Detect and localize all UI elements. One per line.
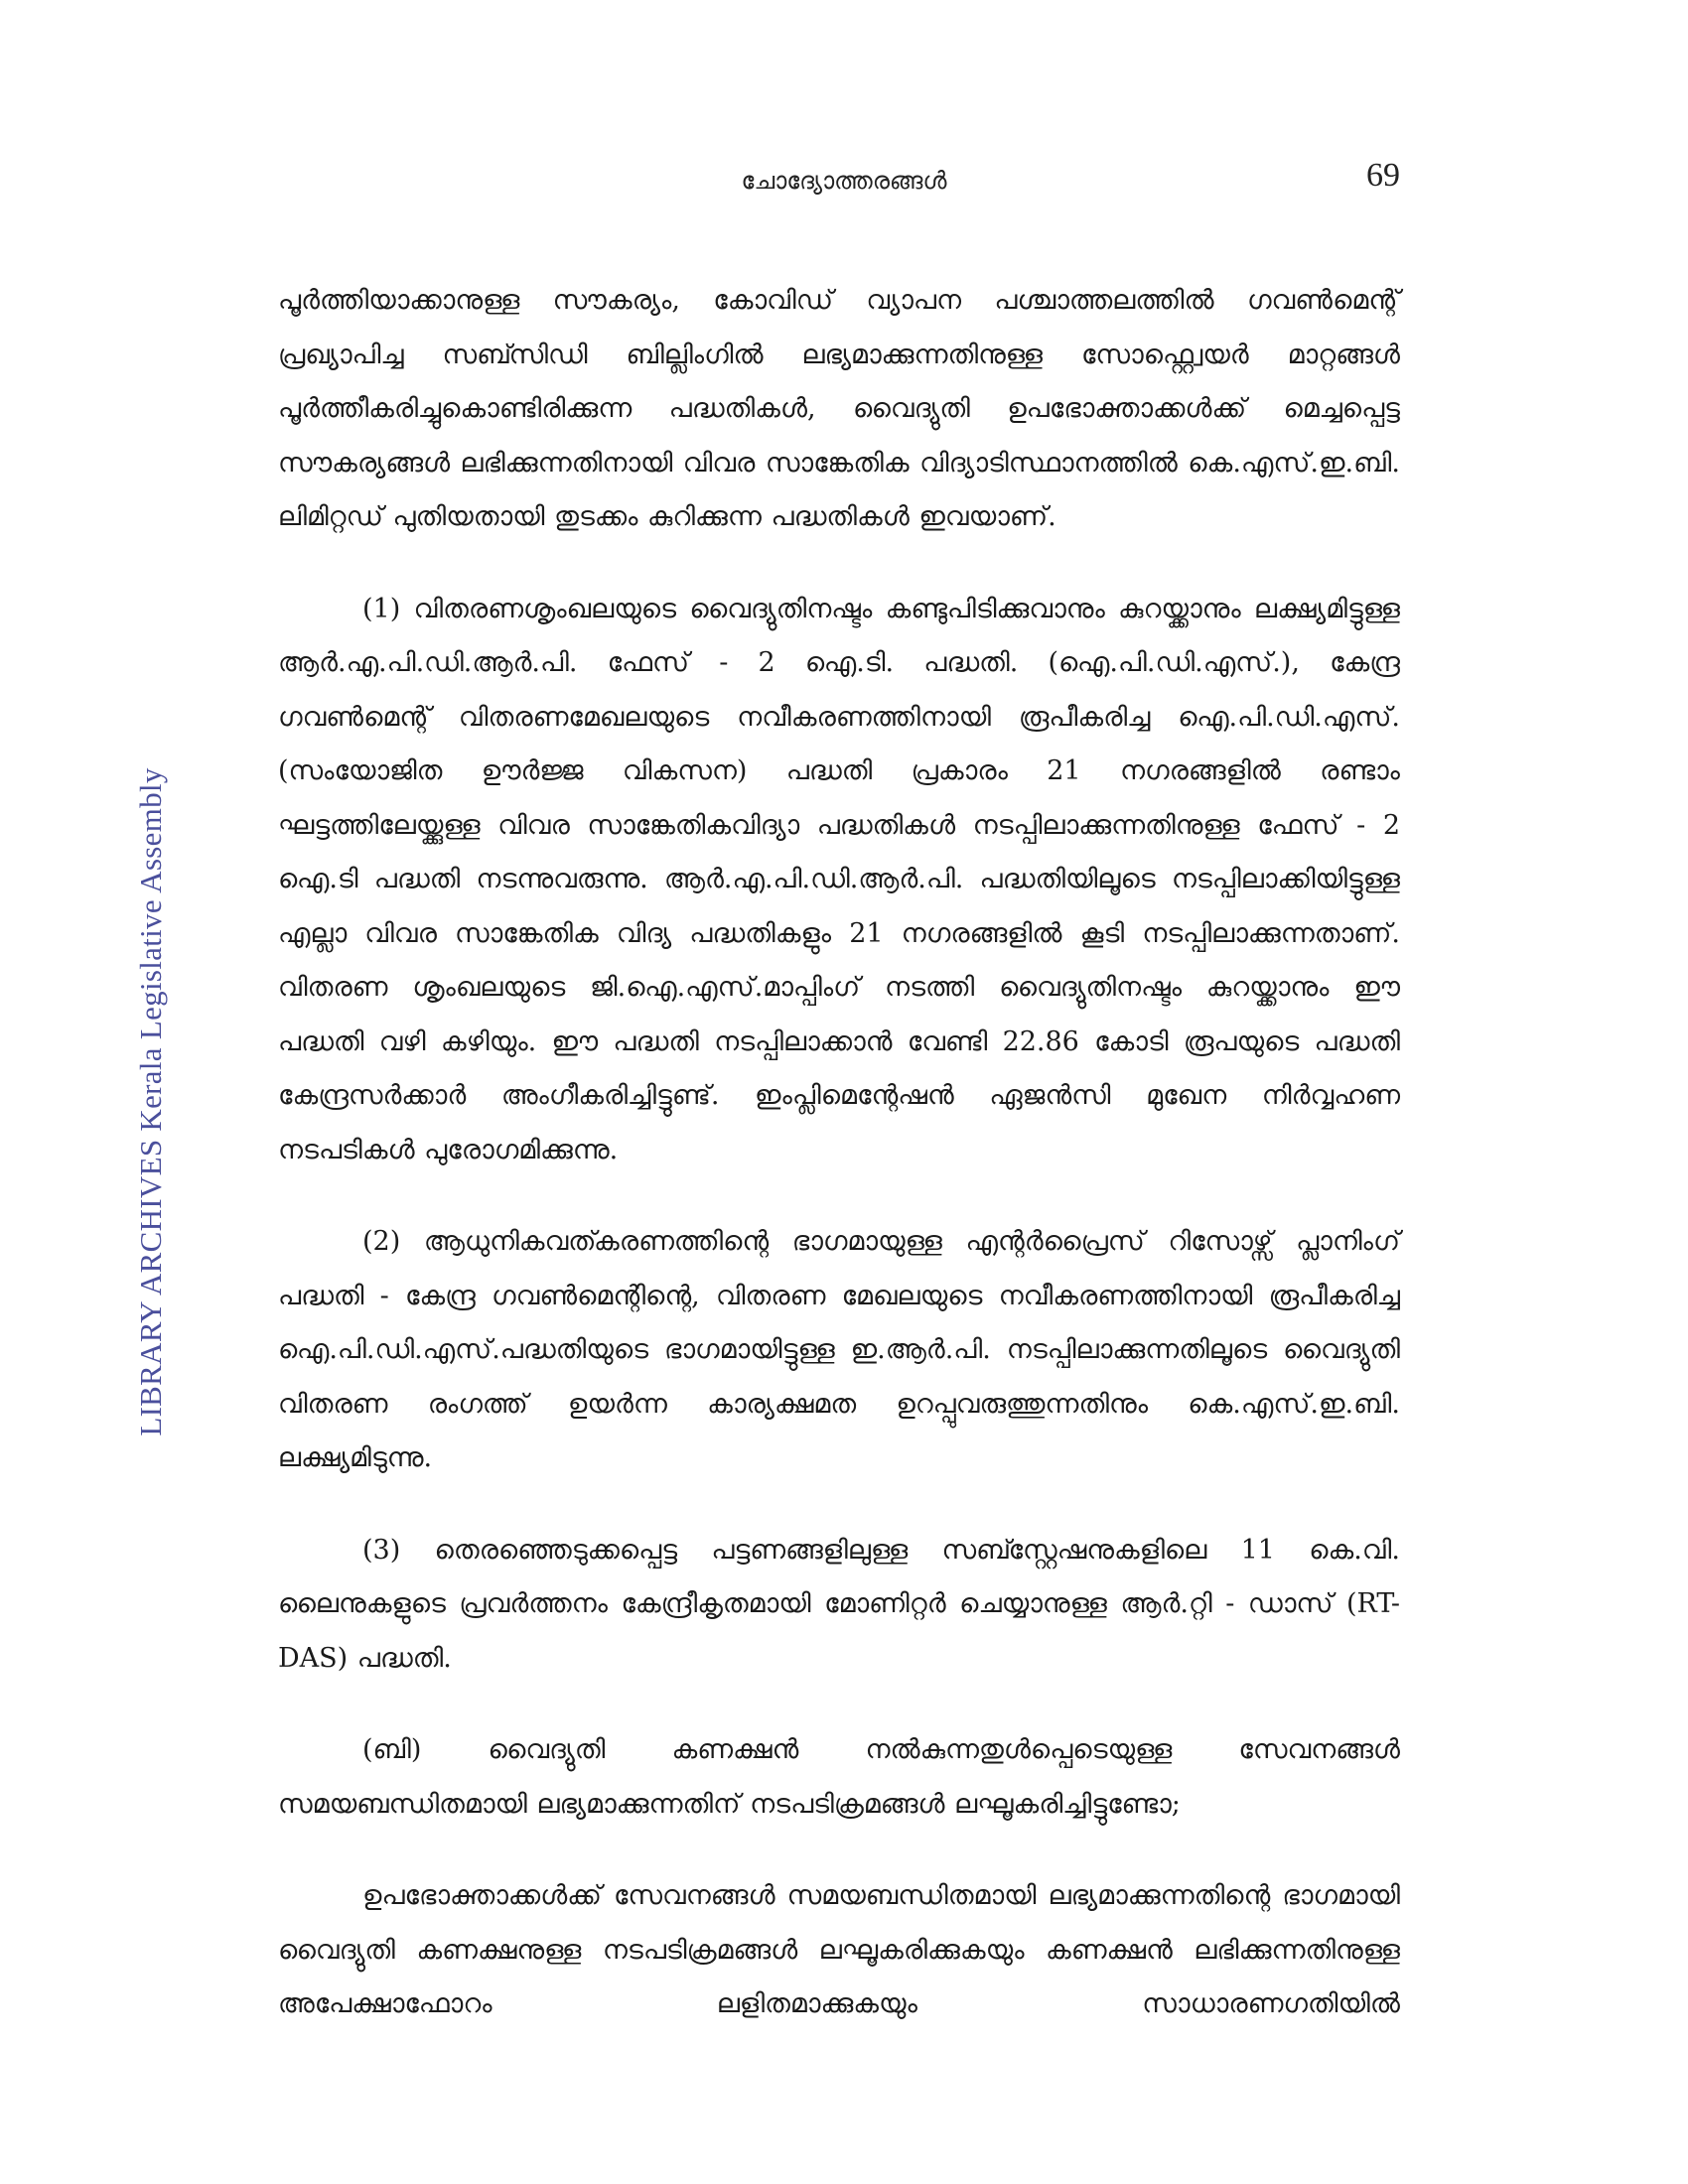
- answer-b: ഉപഭോക്താക്കൾക്ക് സേവനങ്ങൾ സമയബന്ധിതമായി ലഭ്യമാക്കുന്നതിന്റെ ഭാഗമായി വൈദ്യുതി കണക്ഷനുള്ള നടപടിക്രമങ്ങൾ ലഘൂകരിക്കുകയും കണക്ഷൻ ലഭിക്കുന്നതിനുള്ള അപേക്ഷാഫോറം ലളിതമാക്കുകയും സാധാരണഗതിയിൽ: [278, 1880, 1400, 2019]
- paragraph-item-3: (3) തെരഞ്ഞെടുക്കപ്പെട്ട പട്ടണങ്ങളിലുള്ള സബ്സ്റ്റേഷനുകളിലെ 11 കെ.വി. ലൈനുകളുടെ പ്രവർത്തനം കേന്ദ്രീകൃതമായി മോണിറ്റർ ചെയ്യാനുള്ള ആർ.റ്റി - ഡാസ് (RT-DAS) പദ്ധതി.: [278, 1534, 1400, 1674]
- question-b: (ബി) വൈദ്യുതി കണക്ഷൻ നൽകുന്നതുൾപ്പെടെയുള്ള സേവനങ്ങൾ സമയബന്ധിതമായി ലഭ്യമാക്കുന്നതിന് നടപടിക്രമങ്ങൾ ലഘൂകരിച്ചിട്ടുണ്ടോ;: [278, 1734, 1400, 1820]
- running-header-title: ചോദ്യോത്തരങ്ങൾ: [741, 167, 947, 195]
- paragraph-continuation: പൂർത്തിയാക്കാനുള്ള സൗകര്യം, കോവിഡ് വ്യാപന പശ്ചാത്തലത്തിൽ ഗവൺമെന്റ് പ്രഖ്യാപിച്ച സബ്സിഡി ബില്ലിംഗിൽ ലഭ്യമാക്കുന്നതിനുള്ള സോഫ്റ്റ്വെയർ മാറ്റങ്ങൾ പൂർത്തീകരിച്ചുകൊണ്ടിരിക്കുന്ന പദ്ധതികൾ, വൈദ്യുതി ഉപഭോക്താക്കൾക്ക് മെച്ചപ്പെട്ട സൗകര്യങ്ങൾ ലഭിക്കുന്നതിനായി വിവര സാങ്കേതിക വിദ്യാടിസ്ഥാനത്തിൽ കെ.എസ്.ഇ.ബി. ലിമിറ്റഡ് പുതിയതായി തുടക്കം കുറിക്കുന്ന പദ്ധതികൾ ഇവയാണ്.: [278, 285, 1400, 532]
- paragraph-item-2: (2) ആധുനികവത്കരണത്തിന്റെ ഭാഗമായുള്ള എന്റർപ്രൈസ് റിസോഴ്സ് പ്ലാനിംഗ് പദ്ധതി - കേന്ദ്ര ഗവൺമെന്റിന്റെ, വിതരണ മേഖലയുടെ നവീകരണത്തിനായി രൂപീകരിച്ച ഐ.പി.ഡി.എസ്.പദ്ധതിയുടെ ഭാഗമായിട്ടുള്ള ഇ.ആർ.പി. നടപ്പിലാക്കുന്നതിലൂടെ വൈദ്യുതി വിതരണ രംഗത്ത് ഉയർന്ന കാര്യക്ഷമത ഉറപ്പുവരുത്തുന്നതിനും കെ.എസ്.ഇ.ബി. ലക്ഷ്യമിടുന്നു.: [278, 1226, 1400, 1473]
- library-archives-watermark: LIBRARY ARCHIVES Kerala Legislative Assembly: [133, 767, 168, 1436]
- body-text: [278, 274, 1400, 2032]
- paragraph-item-1: (1) വിതരണശൃംഖലയുടെ വൈദ്യുതിനഷ്ടം കണ്ടുപിടിക്കുവാനും കുറയ്ക്കാനും ലക്ഷ്യമിട്ടുള്ള ആർ.എ.പി.ഡി.ആർ.പി. ഫേസ് - 2 ഐ.ടി. പദ്ധതി. (ഐ.പി.ഡി.എസ്.), കേന്ദ്ര ഗവൺമെന്റ് വിതരണമേഖലയുടെ നവീകരണത്തിനായി രൂപീകരിച്ച ഐ.പി.ഡി.എസ്. (സംയോജിത ഊർജ്ജ വികസന) പദ്ധതി പ്രകാരം 21 നഗരങ്ങളിൽ രണ്ടാം ഘട്ടത്തിലേയ്ക്കുള്ള വിവര സാങ്കേതികവിദ്യാ പദ്ധതികൾ നടപ്പിലാക്കുന്നതിനുള്ള ഫേസ് - 2 ഐ.ടി പദ്ധതി നടന്നുവരുന്നു. ആർ.എ.പി.ഡി.ആർ.പി. പദ്ധതിയിലൂടെ നടപ്പിലാക്കിയിട്ടുള്ള എല്ലാ വിവര സാങ്കേതിക വിദ്യ പദ്ധതികളും 21 നഗരങ്ങളിൽ കൂടി നടപ്പിലാക്കുന്നതാണ്. വിതരണ ശൃംഖലയുടെ ജി.ഐ.എസ്.മാപ്പിംഗ് നടത്തി വൈദ്യുതിനഷ്ടം കുറയ്ക്കാനും ഈ പദ്ധതി വഴി കഴിയും. ഈ പദ്ധതി നടപ്പിലാക്കാൻ വേണ്ടി 22.86 കോടി രൂപയുടെ പദ്ധതി കേന്ദ്രസർക്കാർ അംഗീകരിച്ചിട്ടുണ്ട്. ഇംപ്ലിമെന്റേഷൻ ഏജൻസി മുഖേന നിർവ്വഹണ നടപടികൾ പുരോഗമിക്കുന്നു.: [278, 593, 1400, 1165]
- page-number: 69: [1366, 157, 1400, 194]
